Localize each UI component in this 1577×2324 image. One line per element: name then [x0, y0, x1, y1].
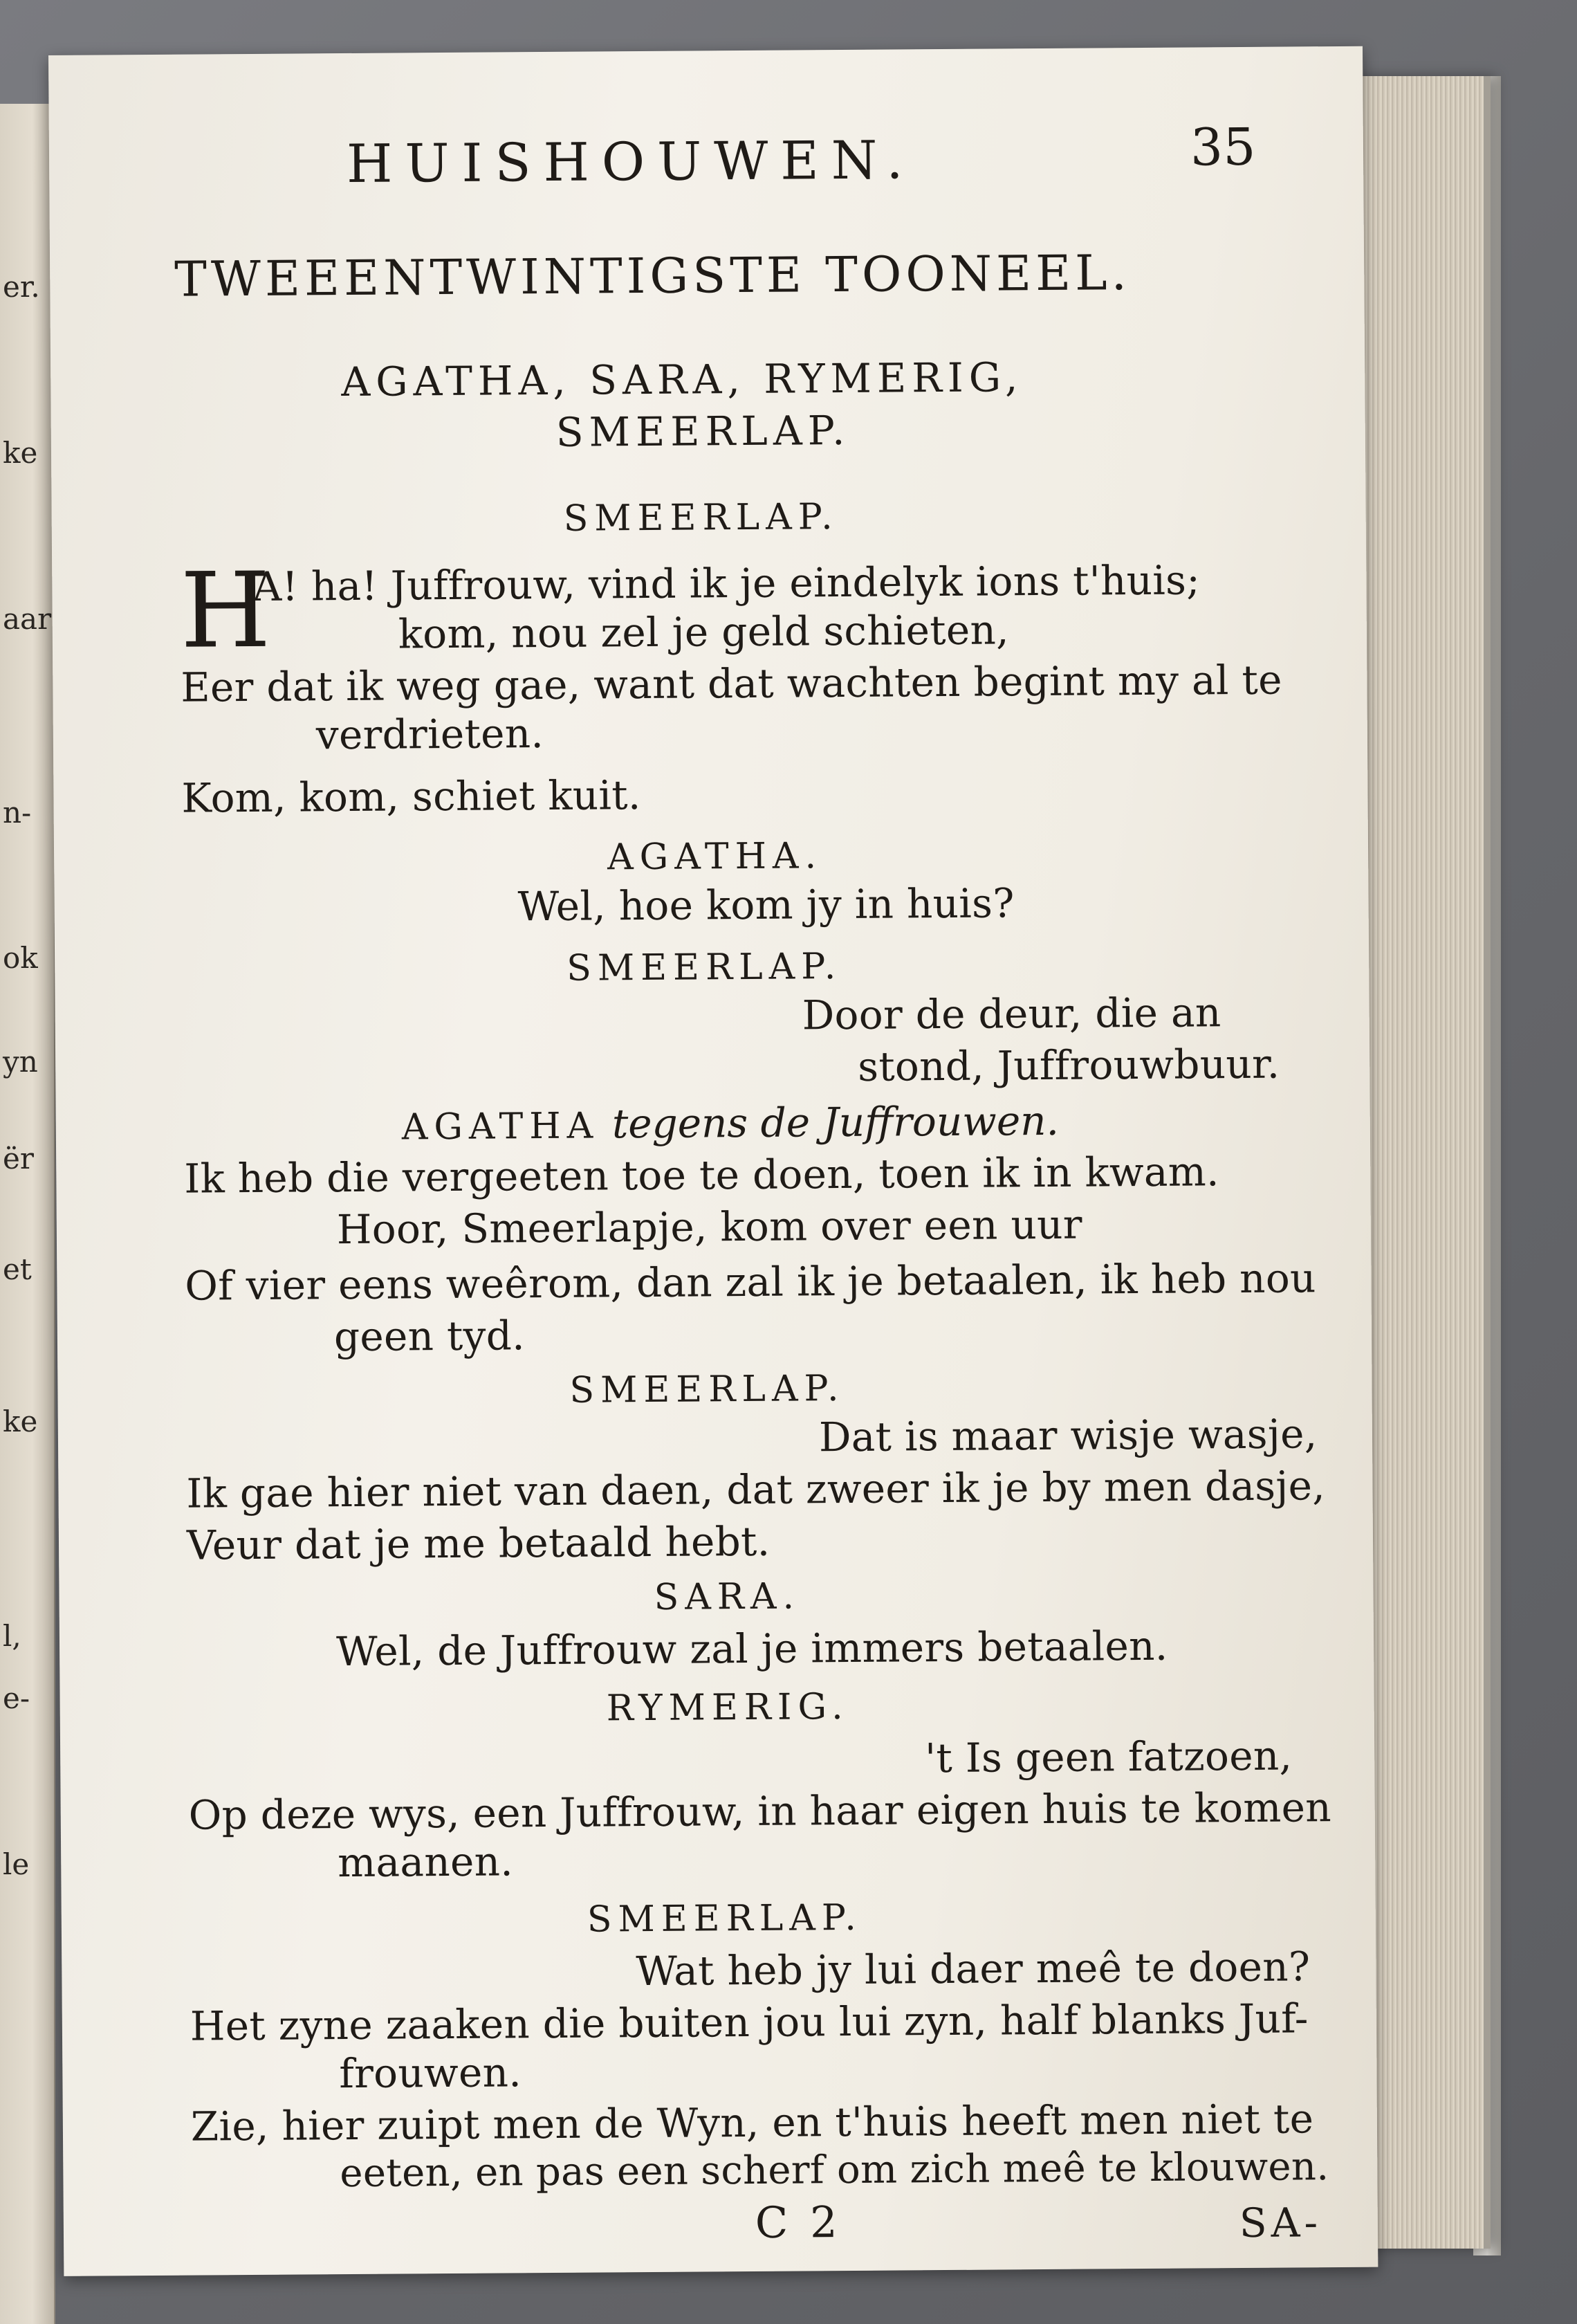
speaker-label: SMEERLAP. — [569, 1368, 845, 1411]
verse-line: Of vier eens weêrom, dan zal ik je betaalen, ik heb nou — [185, 1254, 1316, 1310]
verse-line: verdrieten. — [315, 710, 544, 759]
verse-line: 't Is geen fatzoen, — [924, 1732, 1293, 1782]
left-page-fragment: ke — [3, 1405, 38, 1438]
left-page-fragment: n- — [3, 796, 32, 830]
verse-line: maanen. — [338, 1838, 514, 1887]
verse-line: Kom, kom, schiet kuit. — [181, 771, 641, 822]
verse-line: Door de deur, die an — [802, 989, 1221, 1039]
verse-line: Dat is maar wisje wasje, — [818, 1410, 1318, 1461]
stage-direction: tegens de Juffrouwen. — [611, 1097, 1060, 1148]
speaker-label: RYMERIG. — [606, 1685, 849, 1730]
left-page-fragment: er. — [3, 270, 40, 304]
verse-line: A! ha! Juffrouw, vind ik je eindelyk ions t'huis; — [252, 556, 1201, 610]
book-page — [48, 46, 1378, 2276]
catchword: SA- — [1239, 2199, 1322, 2247]
verse-line: Op deze wys, een Juffrouw, in haar eigen huis te komen — [188, 1784, 1332, 1839]
left-page-fragment: l, — [3, 1619, 21, 1653]
page-number: 35 — [1190, 117, 1257, 178]
speaker-label: AGATHA — [401, 1105, 600, 1149]
speaker-label: SARA. — [654, 1575, 801, 1618]
speaker-label: SMEERLAP. — [563, 496, 839, 540]
speaker-label: AGATHA. — [607, 835, 823, 879]
left-page-fragment: yn — [3, 1045, 38, 1079]
verse-line: eeten, en pas een scherf om zich meê te klouwen. — [340, 2144, 1329, 2197]
left-page-fragment: le — [3, 1847, 30, 1881]
left-page-fragment: ër — [3, 1142, 34, 1175]
scene-title: TWEEENTWINTIGSTE TOONEEL. — [174, 244, 1132, 308]
verse-line: frouwen. — [339, 2049, 522, 2098]
verse-line: Wel, de Juffrouw zal je immers betaalen. — [335, 1622, 1168, 1676]
left-page-fragment: ok — [3, 941, 38, 975]
running-head: HUISHOUWEN. — [346, 129, 916, 194]
verse-line: Veur dat je me betaald hebt. — [186, 1517, 771, 1569]
verse-line: Hoor, Smeerlapje, kom over een uur — [336, 1200, 1083, 1254]
verse-line: Ik gae hier niet van daen, dat zweer ik je by men dasje, — [186, 1462, 1326, 1517]
speaker-with-direction — [402, 1097, 1060, 1152]
verse-line: Wat heb jy lui daer meê te doen? — [636, 1943, 1311, 1995]
verse-line: kom, nou zel je geld schieten, — [398, 606, 1010, 658]
cast-list-line: SMEERLAP. — [555, 406, 851, 456]
drop-cap: H — [180, 550, 272, 672]
speaker-label: SMEERLAP. — [566, 946, 842, 989]
verse-line: Ik heb die vergeeten toe te doen, toen ik in kwam. — [184, 1148, 1220, 1202]
cast-list-line: AGATHA, SARA, RYMERIG, — [341, 354, 1024, 406]
left-page-margin — [0, 104, 55, 2324]
verse-line: Eer dat ik weg gae, want dat wachten begint my al te — [181, 656, 1282, 711]
speaker-label: SMEERLAP. — [587, 1896, 863, 1941]
left-page-fragment: et — [3, 1252, 32, 1286]
verse-line: Het zyne zaaken die buiten jou lui zyn, half blanks Juf- — [190, 1995, 1309, 2050]
signature-mark: C 2 — [755, 2197, 842, 2248]
verse-line: Wel, hoe kom jy in huis? — [517, 879, 1015, 931]
verse-line: Zie, hier zuipt men de Wyn, en t'huis heeft men niet te — [190, 2095, 1314, 2150]
left-page-fragment: ke — [3, 436, 38, 470]
left-page-fragment: aar — [3, 602, 52, 636]
verse-line: stond, Juffrouwbuur. — [857, 1040, 1280, 1090]
left-page-fragment: e- — [3, 1681, 30, 1715]
verse-line: geen tyd. — [333, 1312, 526, 1361]
